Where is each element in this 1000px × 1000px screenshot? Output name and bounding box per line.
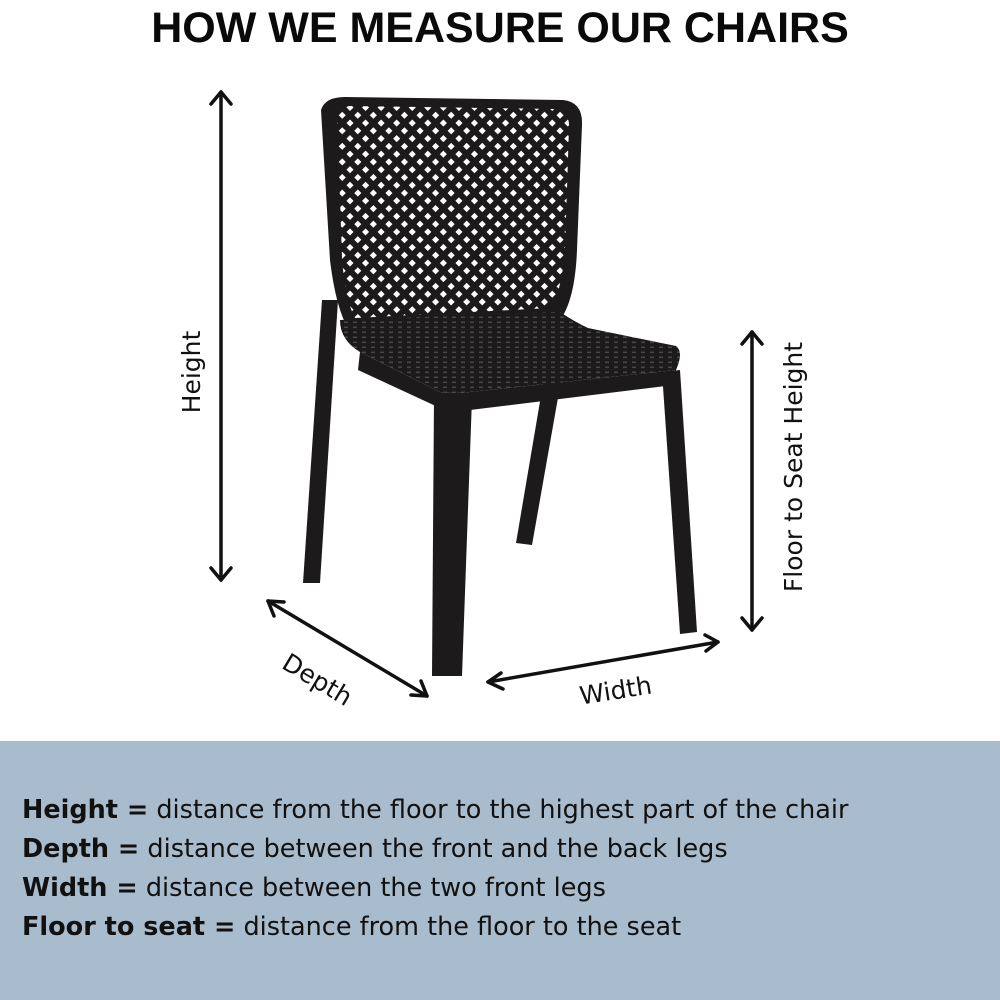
- legend-item-depth: [22, 830, 849, 869]
- legend-definition: distance from the floor to the seat: [243, 912, 682, 942]
- page-title: HOW WE MEASURE OUR CHAIRS: [151, 4, 849, 52]
- legend-list: [22, 791, 849, 947]
- legend-term: Depth =: [22, 834, 140, 864]
- floor-to-seat-arrow: [742, 332, 762, 630]
- depth-label: Depth: [277, 647, 358, 712]
- legend-term: Width =: [22, 873, 138, 903]
- legend-definition: distance between the front and the back legs: [147, 834, 728, 864]
- height-arrow: [211, 92, 231, 580]
- chair-backrest-mesh: [337, 106, 569, 318]
- legend-definition: distance between the two front legs: [145, 873, 606, 903]
- legend-definition: distance from the floor to the highest part of the chair: [156, 795, 849, 825]
- chair-front-right-leg: [662, 370, 697, 634]
- legend-item-floor-to-seat: [22, 908, 849, 947]
- legend-term: Height =: [22, 795, 149, 825]
- width-label: Width: [577, 670, 654, 711]
- legend-item-height: [22, 791, 849, 830]
- legend-item-width: [22, 869, 849, 908]
- chair-front-left-leg: [432, 398, 472, 676]
- floor-to-seat-label: Floor to Seat Height: [779, 341, 808, 593]
- chair-image: [303, 97, 697, 676]
- legend-term: Floor to seat =: [22, 912, 236, 942]
- height-label: Height: [177, 330, 206, 414]
- chair-back-left-leg: [303, 300, 338, 583]
- legend-panel: [0, 741, 1000, 1000]
